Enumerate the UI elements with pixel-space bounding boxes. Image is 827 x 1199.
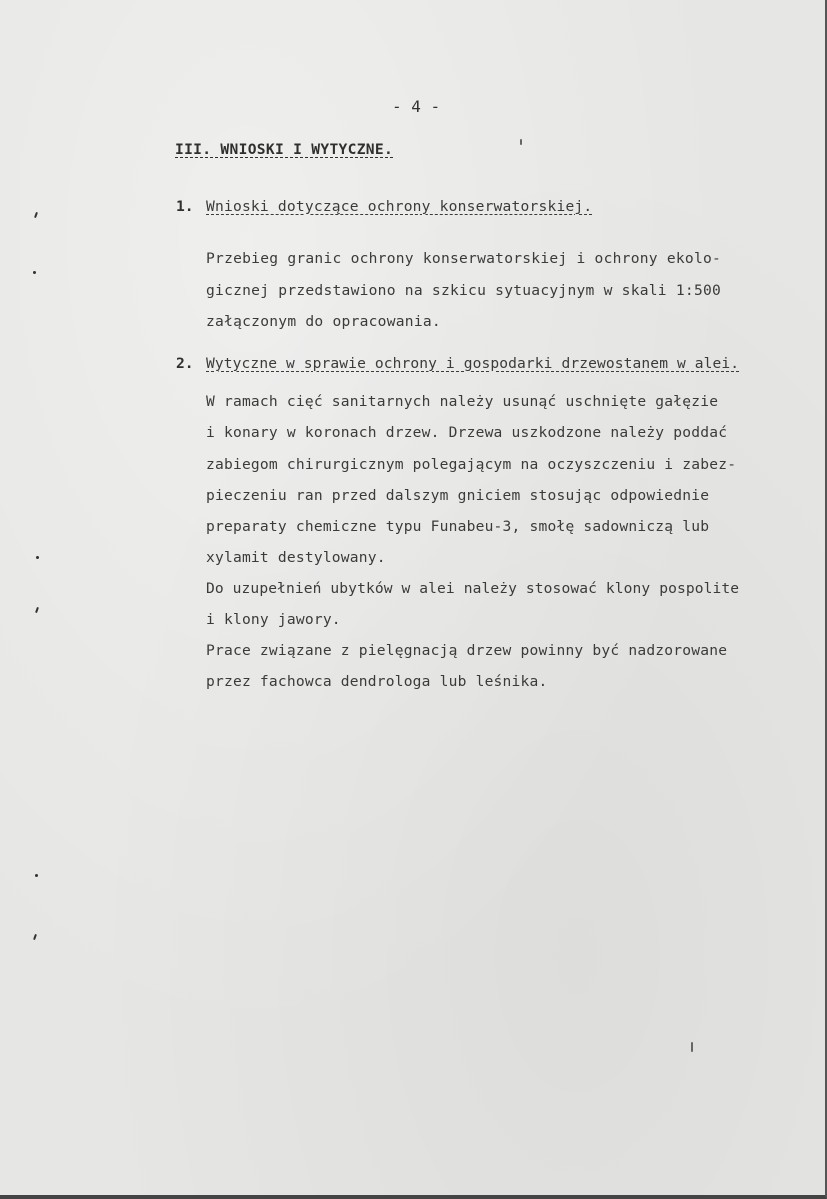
section-2-line-3: zabiegom chirurgicznym polegającym na oczyszczeniu i zabez- — [206, 456, 737, 473]
section-2-number: 2. — [176, 355, 194, 372]
section-2-line-8: i klony jawory. — [206, 611, 341, 628]
margin-mark — [36, 556, 39, 559]
section-1-number: 1. — [176, 198, 194, 215]
section-2-line-2: i konary w koronach drzew. Drzewa uszkodzone należy poddać — [206, 424, 728, 441]
ink-speck — [691, 1042, 693, 1052]
section-2-line-6: xylamit destylowany. — [206, 549, 386, 566]
page-number: - 4 - — [392, 97, 441, 116]
margin-mark — [33, 934, 37, 940]
section-1-line-1: Przebieg granic ochrony konserwatorskiej i ochrony ekolo- — [206, 250, 722, 267]
section-2-line-4: pieczeniu ran przed dalszym gniciem stosując odpowiednie — [206, 487, 710, 504]
margin-mark — [35, 874, 38, 877]
section-1-title: Wnioski dotyczące ochrony konserwatorskiej. — [206, 198, 593, 215]
section-1-line-3: załączonym do opracowania. — [206, 313, 441, 330]
ink-speck — [520, 139, 522, 145]
section-2-line-10: przez fachowca dendrologa lub leśnika. — [206, 673, 548, 690]
section-2-line-7: Do uzupełnień ubytków w alei należy stosować klony pospolite — [206, 580, 740, 597]
section-2-title: Wytyczne w sprawie ochrony i gospodarki drzewostanem w alei. — [206, 355, 740, 372]
margin-mark — [33, 271, 36, 274]
section-1-line-2: gicznej przedstawiono na szkicu sytuacyjnym w skali 1:500 — [206, 282, 722, 299]
section-2-line-1: W ramach cięć sanitarnych należy usunąć uschnięte gałęzie — [206, 393, 719, 410]
section-heading: III. WNIOSKI I WYTYCZNE. — [175, 141, 394, 158]
margin-mark — [35, 607, 39, 613]
margin-mark — [34, 212, 38, 218]
section-2-line-9: Prace związane z pielęgnacją drzew powinny być nadzorowane — [206, 642, 728, 659]
section-2-line-5: preparaty chemiczne typu Funabeu-3, smołę sadowniczą lub — [206, 518, 710, 535]
